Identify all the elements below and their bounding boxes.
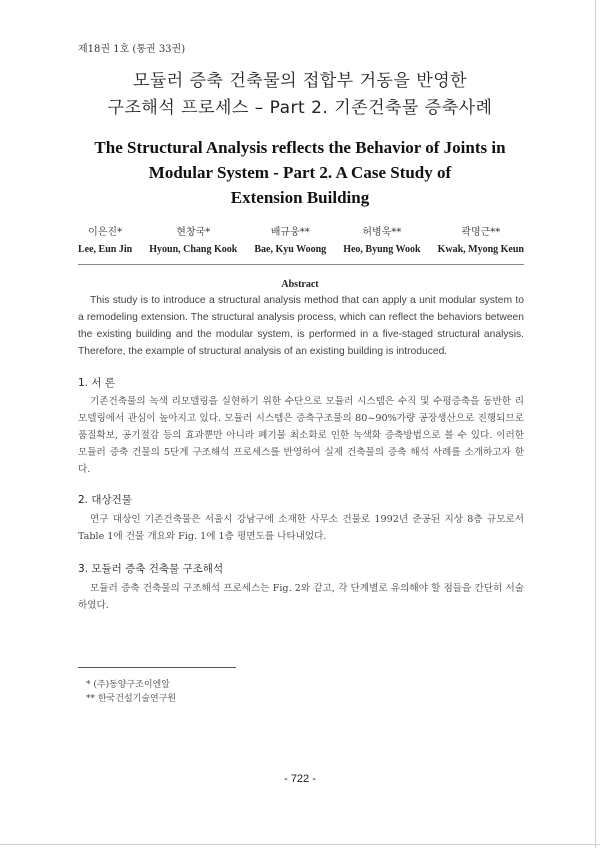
author	[78, 226, 132, 257]
section-text-introduction: 기존건축물의 녹색 리모델링을 실현하기 위한 수단으로 모듈러 시스템은 수직 및 수평증축을 동반한 리모델링에서 관심이 높아지고 있다. 모듈러 시스템은 증축구조물의 80~90%가량 공장생산으로 진행되므로 품질확보, 공기절감 등의 효과뿐만 아니라 폐기물 최소화로 인한 녹색화 증축방법으로 볼 수 있다. 이러한 모듈러 증축 건물의 5단계 구조해석 프로세스를 반영하여 실제 건축물의 증축 해석 사례를 소개하고자 한다.	[78, 396, 524, 475]
author	[438, 226, 524, 257]
section-heading-structural-analysis: 3. 모듈러 증축 건축물 구조해석	[78, 563, 224, 575]
section-text-target-building: 연구 대상인 기존건축물은 서울시 강남구에 소재한 사무소 건물로 1992년 준공된 지상 8층 규모로서 Table 1에 건물 개요와 Fig. 1에 1층 평면도를 나타내었다.	[78, 514, 524, 542]
footnote-divider	[78, 667, 236, 668]
korean-title-line-2: 구조해석 프로세스 – Part 2. 기존건축물 증축사례	[107, 98, 493, 118]
author-name-english: Heo, Byung Wook	[343, 244, 421, 255]
author-name-korean: 이은진*	[88, 227, 123, 238]
section-heading-introduction: 1. 서 론	[78, 377, 115, 389]
author-name-english: Hyoun, Chang Kook	[149, 244, 238, 255]
author-name-english: Lee, Eun Jin	[78, 244, 133, 255]
english-title-line-3: Extension Building	[230, 188, 370, 207]
running-head: 제18권 1호 (통권 33권)	[78, 44, 186, 55]
author-name-english: Kwak, Myong Keun	[437, 244, 524, 255]
section-heading-target-building: 2. 대상건물	[78, 494, 132, 506]
english-title-line-1: The Structural Analysis reflects the Behavior of Joints in	[94, 138, 506, 157]
author	[343, 226, 420, 257]
author-name-korean: 배규웅**	[270, 227, 310, 238]
abstract-text: This study is to introduce a structural analysis method that can apply a unit modular system to a remodeling extension. The structural analysis process, which can reflect the behaviors between the existing building and the modular system, is performed in a five-staged structural analysis. Therefore, the example of structural analysis of an existing building is introduced.	[78, 295, 524, 357]
english-title	[60, 135, 540, 210]
author-name-korean: 현창국*	[176, 227, 211, 238]
author	[254, 226, 326, 257]
author-divider	[78, 264, 524, 265]
english-title-line-2: Modular System - Part 2. A Case Study of	[148, 163, 452, 182]
page-number: - 722 -	[284, 773, 316, 785]
author-list	[78, 226, 524, 257]
author-name-english: Bae, Kyu Woong	[254, 244, 327, 255]
korean-title	[0, 68, 600, 122]
author	[149, 226, 237, 257]
author-name-korean: 곽명근**	[461, 227, 501, 238]
abstract-heading: Abstract	[281, 279, 319, 290]
korean-title-line-1: 모듈러 증축 건축물의 접합부 거동을 반영한	[132, 71, 468, 91]
page-edge-bottom	[0, 844, 600, 845]
page-edge-right	[595, 0, 596, 848]
author-name-korean: 허병욱**	[362, 227, 402, 238]
section-text-structural-analysis: 모듈러 증축 건축물의 구조해석 프로세스는 Fig. 2와 같고, 각 단계별로 유의해야 할 점들을 간단히 서술하였다.	[78, 583, 524, 611]
footnote-affiliation-1: * (주)동양구조이엔알	[86, 680, 170, 690]
footnote-affiliation-2: ** 한국건설기술연구원	[86, 694, 177, 704]
